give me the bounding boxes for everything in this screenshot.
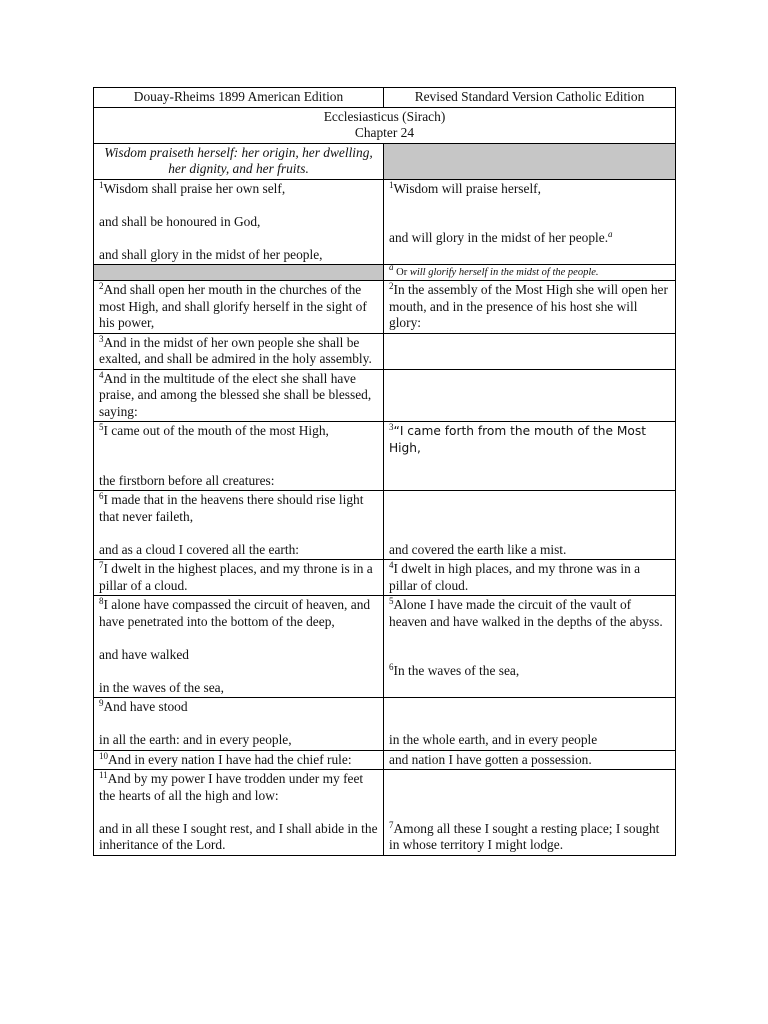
verse-row-6 [94,491,676,560]
verse-row-5 [94,422,676,491]
rsv-verse-7 [384,770,676,856]
dr-verse-3 [94,333,384,369]
empty-shaded-cell [94,265,384,281]
verse-row-10 [94,750,676,770]
verse-text: and in all these I sought rest, and I shall abide in the inheritance of the Lord. [99,820,378,852]
verse-text: in the whole earth, and in every people [389,732,598,747]
verse-number: 6 [389,662,394,672]
verse-text: and nation I have gotten a possession. [389,751,592,767]
verse-number: 5 [389,596,394,606]
verse-text: Alone I have made the circuit of the vault of heaven and have walked in the depths of the abyss. [389,597,663,629]
verse-text: In the waves of the sea, [393,663,520,678]
parallel-text-table [93,87,676,856]
verse-text: Wisdom shall praise her own self, [103,180,286,196]
dr-verse-10 [94,750,384,770]
verse-number: 4 [389,560,394,570]
verse-number: 9 [99,698,104,708]
verse-text: in the waves of the sea, [99,679,224,695]
dr-verse-5 [94,422,384,491]
verse-number: 7 [389,819,394,830]
dr-verse-2 [94,281,384,334]
rsv-empty-cell [384,333,676,369]
verse-text: and shall be honoured in God, [99,213,261,229]
verse-row-9 [94,698,676,751]
book-chapter-cell [94,107,676,143]
rsv-verse-6-cont [384,698,676,751]
verse-text: In the assembly of the Most High she will open her mouth, and in the presence of his host she will glory: [389,282,668,330]
chapter-title: Chapter 24 [354,125,415,140]
verse-row-1 [94,179,676,265]
section-heading-row [94,143,676,179]
verse-number: 3 [99,333,104,344]
verse-text: and have walked [99,646,189,662]
verse-row-7 [94,560,676,596]
rsv-verse-3 [384,422,676,491]
footnote-text: will glorify herself in the midst of the people. [409,267,599,278]
verse-text: And shall open her mouth in the churches of the most High, and shall glorify herself in the sight of his power, [99,282,367,330]
verse-text: And in every nation I have had the chief rule: [108,751,352,767]
verse-text: And in the multitude of the elect she shall have praise, and among the blessed she shall be blessed, saying: [99,370,372,419]
footnote [384,262,676,281]
verse-text: in all the earth: and in every people, [99,732,292,747]
verse-text: and covered the earth like a mist. [389,541,567,557]
verse-text: I alone have compassed the circuit of heaven, and have penetrated into the bottom of the deep, [99,597,371,629]
verse-number: 1 [389,179,394,190]
footnote-marker: a [389,262,394,272]
empty-shaded-cell [384,143,676,179]
verse-row-4 [94,369,676,422]
verse-number: 6 [99,491,104,501]
rsv-verse-4 [384,560,676,596]
dr-verse-9 [94,698,384,751]
verse-row-11 [94,770,676,856]
rsv-verse-6-cont2 [384,750,676,770]
verse-row-2 [94,281,676,334]
verse-text: Among all these I sought a resting place; I sought in whose territory I might lodge. [389,820,660,852]
verse-number: 4 [99,369,104,380]
verse-text: And by my power I have trodden under my feet the hearts of all the high and low: [99,771,364,803]
verse-number: 5 [99,422,104,432]
header-douay-rheims: Douay-Rheims 1899 American Edition [94,88,384,108]
verse-text: and will glory in the midst of her people. [389,230,609,245]
rsv-verse-5-6 [384,596,676,698]
rsv-verse-3-cont [384,491,676,560]
rsv-empty-cell [384,369,676,422]
verse-text: And have stood [103,699,188,714]
verse-text: and as a cloud I covered all the earth: [99,541,300,557]
verse-text: the firstborn before all creatures: [99,472,275,488]
section-heading: Wisdom praiseth herself: her origin, her dwelling, her dignity, and her fruits. [94,143,384,179]
verse-text: “I came forth from the mouth of the Most High, [389,424,646,455]
footnote-row [94,265,676,281]
verse-text: I made that in the heavens there should rise light that never faileth, [99,492,364,524]
verse-number: 2 [99,281,104,291]
dr-verse-8 [94,596,384,698]
dr-verse-4 [94,369,384,422]
footnote-marker: a [608,229,613,239]
dr-verse-7 [94,560,384,596]
verse-text: I came out of the mouth of the most High, [103,423,329,438]
verse-text: and shall glory in the midst of her people, [99,246,323,262]
dr-verse-1 [94,179,384,265]
footnote-prefix: Or [396,267,408,278]
verse-number: 8 [99,596,104,606]
verse-number: 10 [99,750,108,761]
verse-row-8 [94,596,676,698]
verse-number: 7 [99,560,104,570]
verse-text: Wisdom will praise herself, [393,180,541,196]
verse-number: 1 [99,179,104,190]
version-header-row [94,88,676,108]
verse-number: 3 [389,422,394,432]
verse-number: 2 [389,281,394,291]
dr-verse-11 [94,770,384,856]
dr-verse-6 [94,491,384,560]
header-rsv-ce: Revised Standard Version Catholic Edition [384,88,676,108]
verse-text: And in the midst of her own people she shall be exalted, and shall be admired in the holy assembly. [99,334,372,366]
rsv-verse-2 [384,281,676,334]
book-title: Ecclesiasticus (Sirach) [323,108,446,124]
book-chapter-row [94,107,676,143]
verse-text: I dwelt in the highest places, and my throne is in a pillar of a cloud. [99,561,373,593]
verse-text: I dwelt in high places, and my throne was in a pillar of cloud. [389,561,641,593]
rsv-verse-1 [384,179,676,265]
verse-number: 11 [99,770,108,780]
verse-row-3 [94,333,676,369]
